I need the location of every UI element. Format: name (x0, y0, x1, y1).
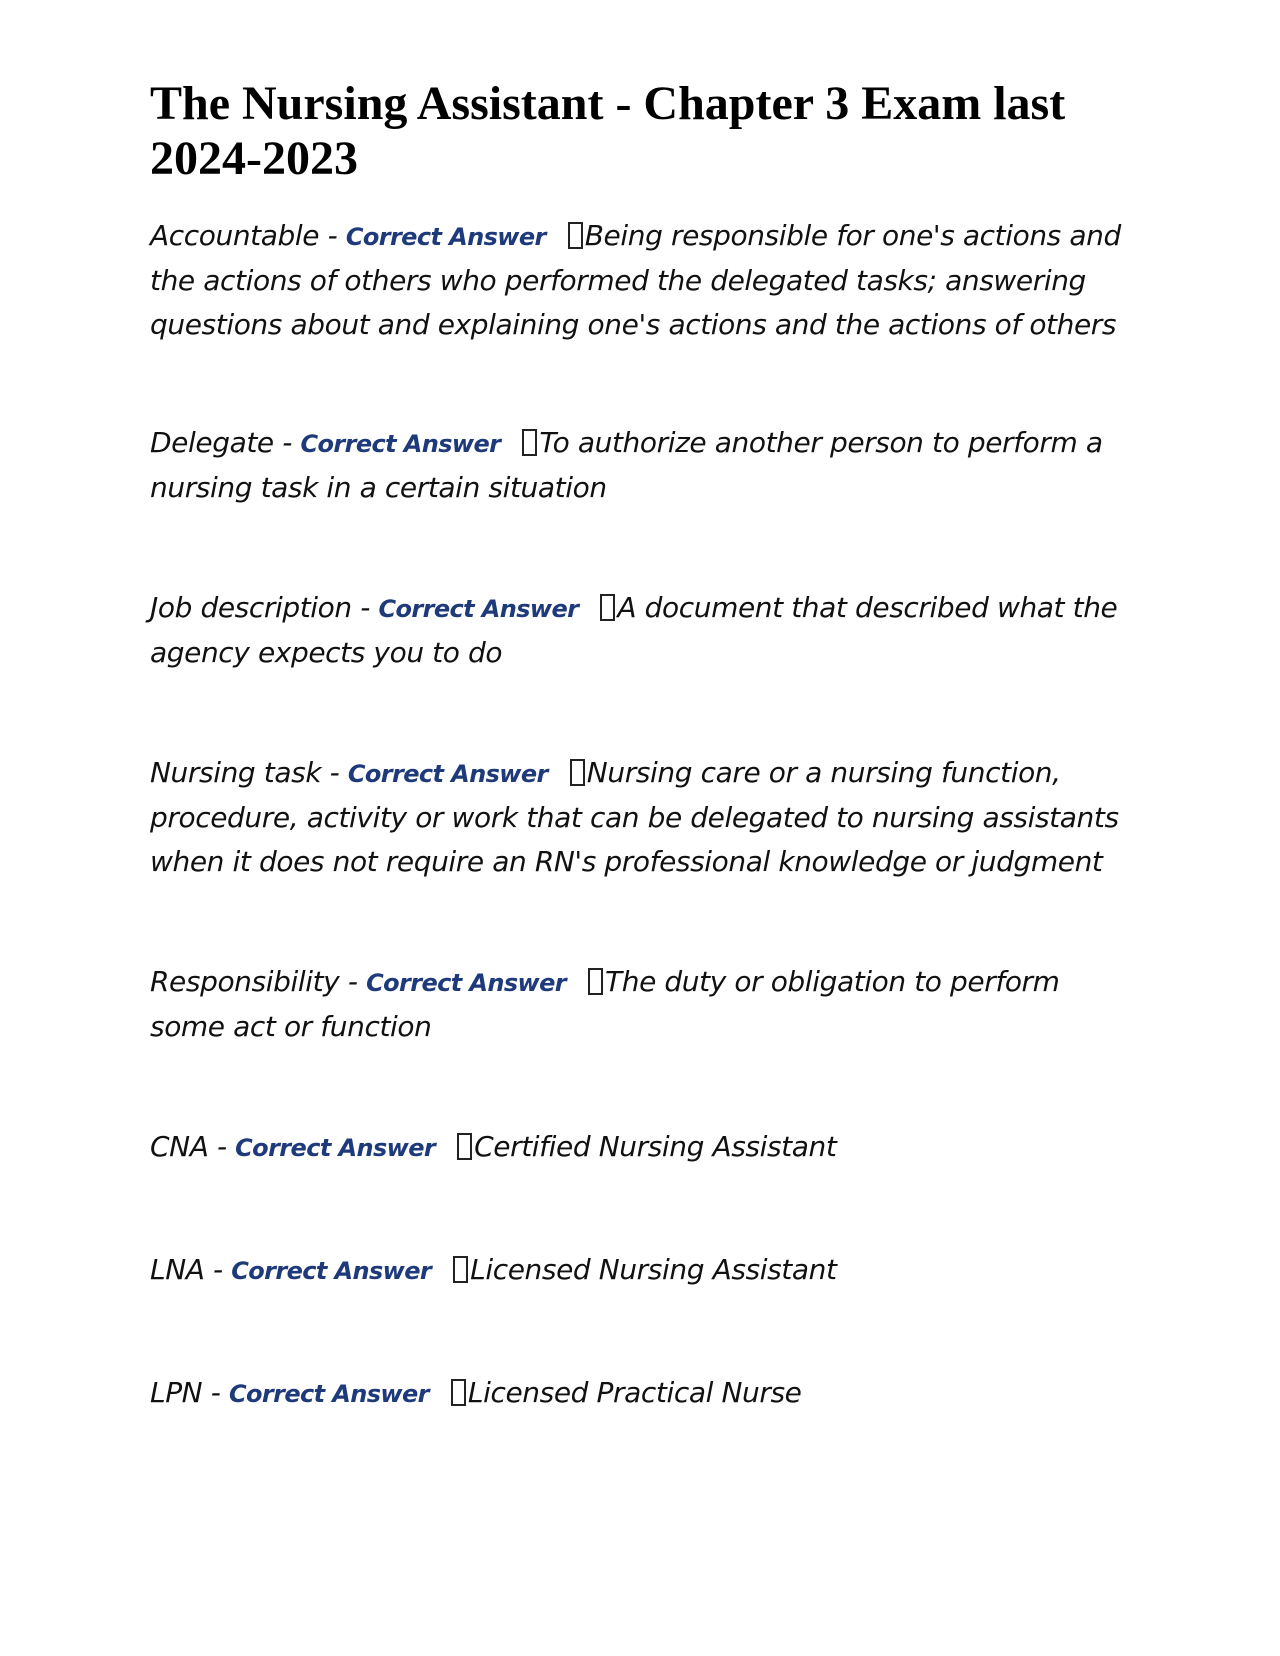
flashcard-list (150, 214, 1140, 1416)
entry-definition: Certified Nursing Assistant (474, 1130, 837, 1163)
correct-answer-label: Correct Answer (228, 1380, 429, 1408)
entry-definition: Nursing care or a nursing function, procedure, activity or work that can be delegated to nursing assistants when it does not require an RN's professional knowledge or judgment (150, 756, 1119, 878)
entry-term: Accountable (150, 219, 320, 252)
entry-term: Job description (150, 591, 352, 624)
missing-glyph-icon (568, 222, 583, 249)
entry-term: CNA (150, 1130, 209, 1163)
entry-term: Nursing task (150, 756, 322, 789)
entry-separator: - (319, 219, 346, 252)
missing-glyph-icon (600, 594, 615, 621)
document-page (150, 76, 1140, 1416)
correct-answer-label: Correct Answer (366, 969, 567, 997)
entry-separator: - (351, 591, 379, 624)
correct-answer-label: Correct Answer (347, 760, 548, 788)
correct-answer-label: Correct Answer (235, 1134, 436, 1162)
entry-definition: Being responsible for one's actions and the actions of others who performed the delegated tasks; answering questions about and explaining one's actions and the actions of others (150, 219, 1121, 341)
entry-definition: Licensed Practical Nurse (467, 1376, 802, 1409)
missing-glyph-icon (451, 1379, 466, 1406)
entry-separator: - (321, 756, 348, 789)
entry-term: Responsibility (150, 965, 340, 998)
entry-term: LPN (150, 1376, 203, 1409)
flashcard-entry (150, 960, 1140, 1049)
entry-separator: - (204, 1253, 232, 1286)
entry-term: Delegate (150, 426, 274, 459)
correct-answer-label: Correct Answer (345, 223, 546, 251)
entry-separator: - (208, 1130, 236, 1163)
entry-separator: - (339, 965, 367, 998)
entry-definition: A document that described what the agency expects you to do (150, 591, 1118, 669)
missing-glyph-icon (522, 429, 537, 456)
correct-answer-label: Correct Answer (378, 595, 579, 623)
entry-definition: The duty or obligation to perform some act or function (150, 965, 1060, 1043)
entry-term: LNA (150, 1253, 205, 1286)
flashcard-entry (150, 1371, 1140, 1416)
flashcard-entry (150, 214, 1140, 347)
document-title: The Nursing Assistant - Chapter 3 Exam last 2024-2023 (150, 77, 1066, 185)
entry-separator: - (273, 426, 301, 459)
missing-glyph-icon (457, 1133, 472, 1160)
flashcard-entry (150, 421, 1140, 510)
entry-definition: Licensed Nursing Assistant (470, 1253, 837, 1286)
flashcard-entry (150, 1248, 1140, 1293)
entry-separator: - (202, 1376, 229, 1409)
missing-glyph-icon (570, 759, 585, 786)
flashcard-entry (150, 751, 1140, 884)
flashcard-entry (150, 1125, 1140, 1170)
entry-definition: To authorize another person to perform a nursing task in a certain situation (150, 426, 1103, 504)
correct-answer-label: Correct Answer (300, 430, 501, 458)
flashcard-entry (150, 586, 1140, 675)
correct-answer-label: Correct Answer (231, 1257, 432, 1285)
missing-glyph-icon (453, 1256, 468, 1283)
missing-glyph-icon (588, 968, 603, 995)
